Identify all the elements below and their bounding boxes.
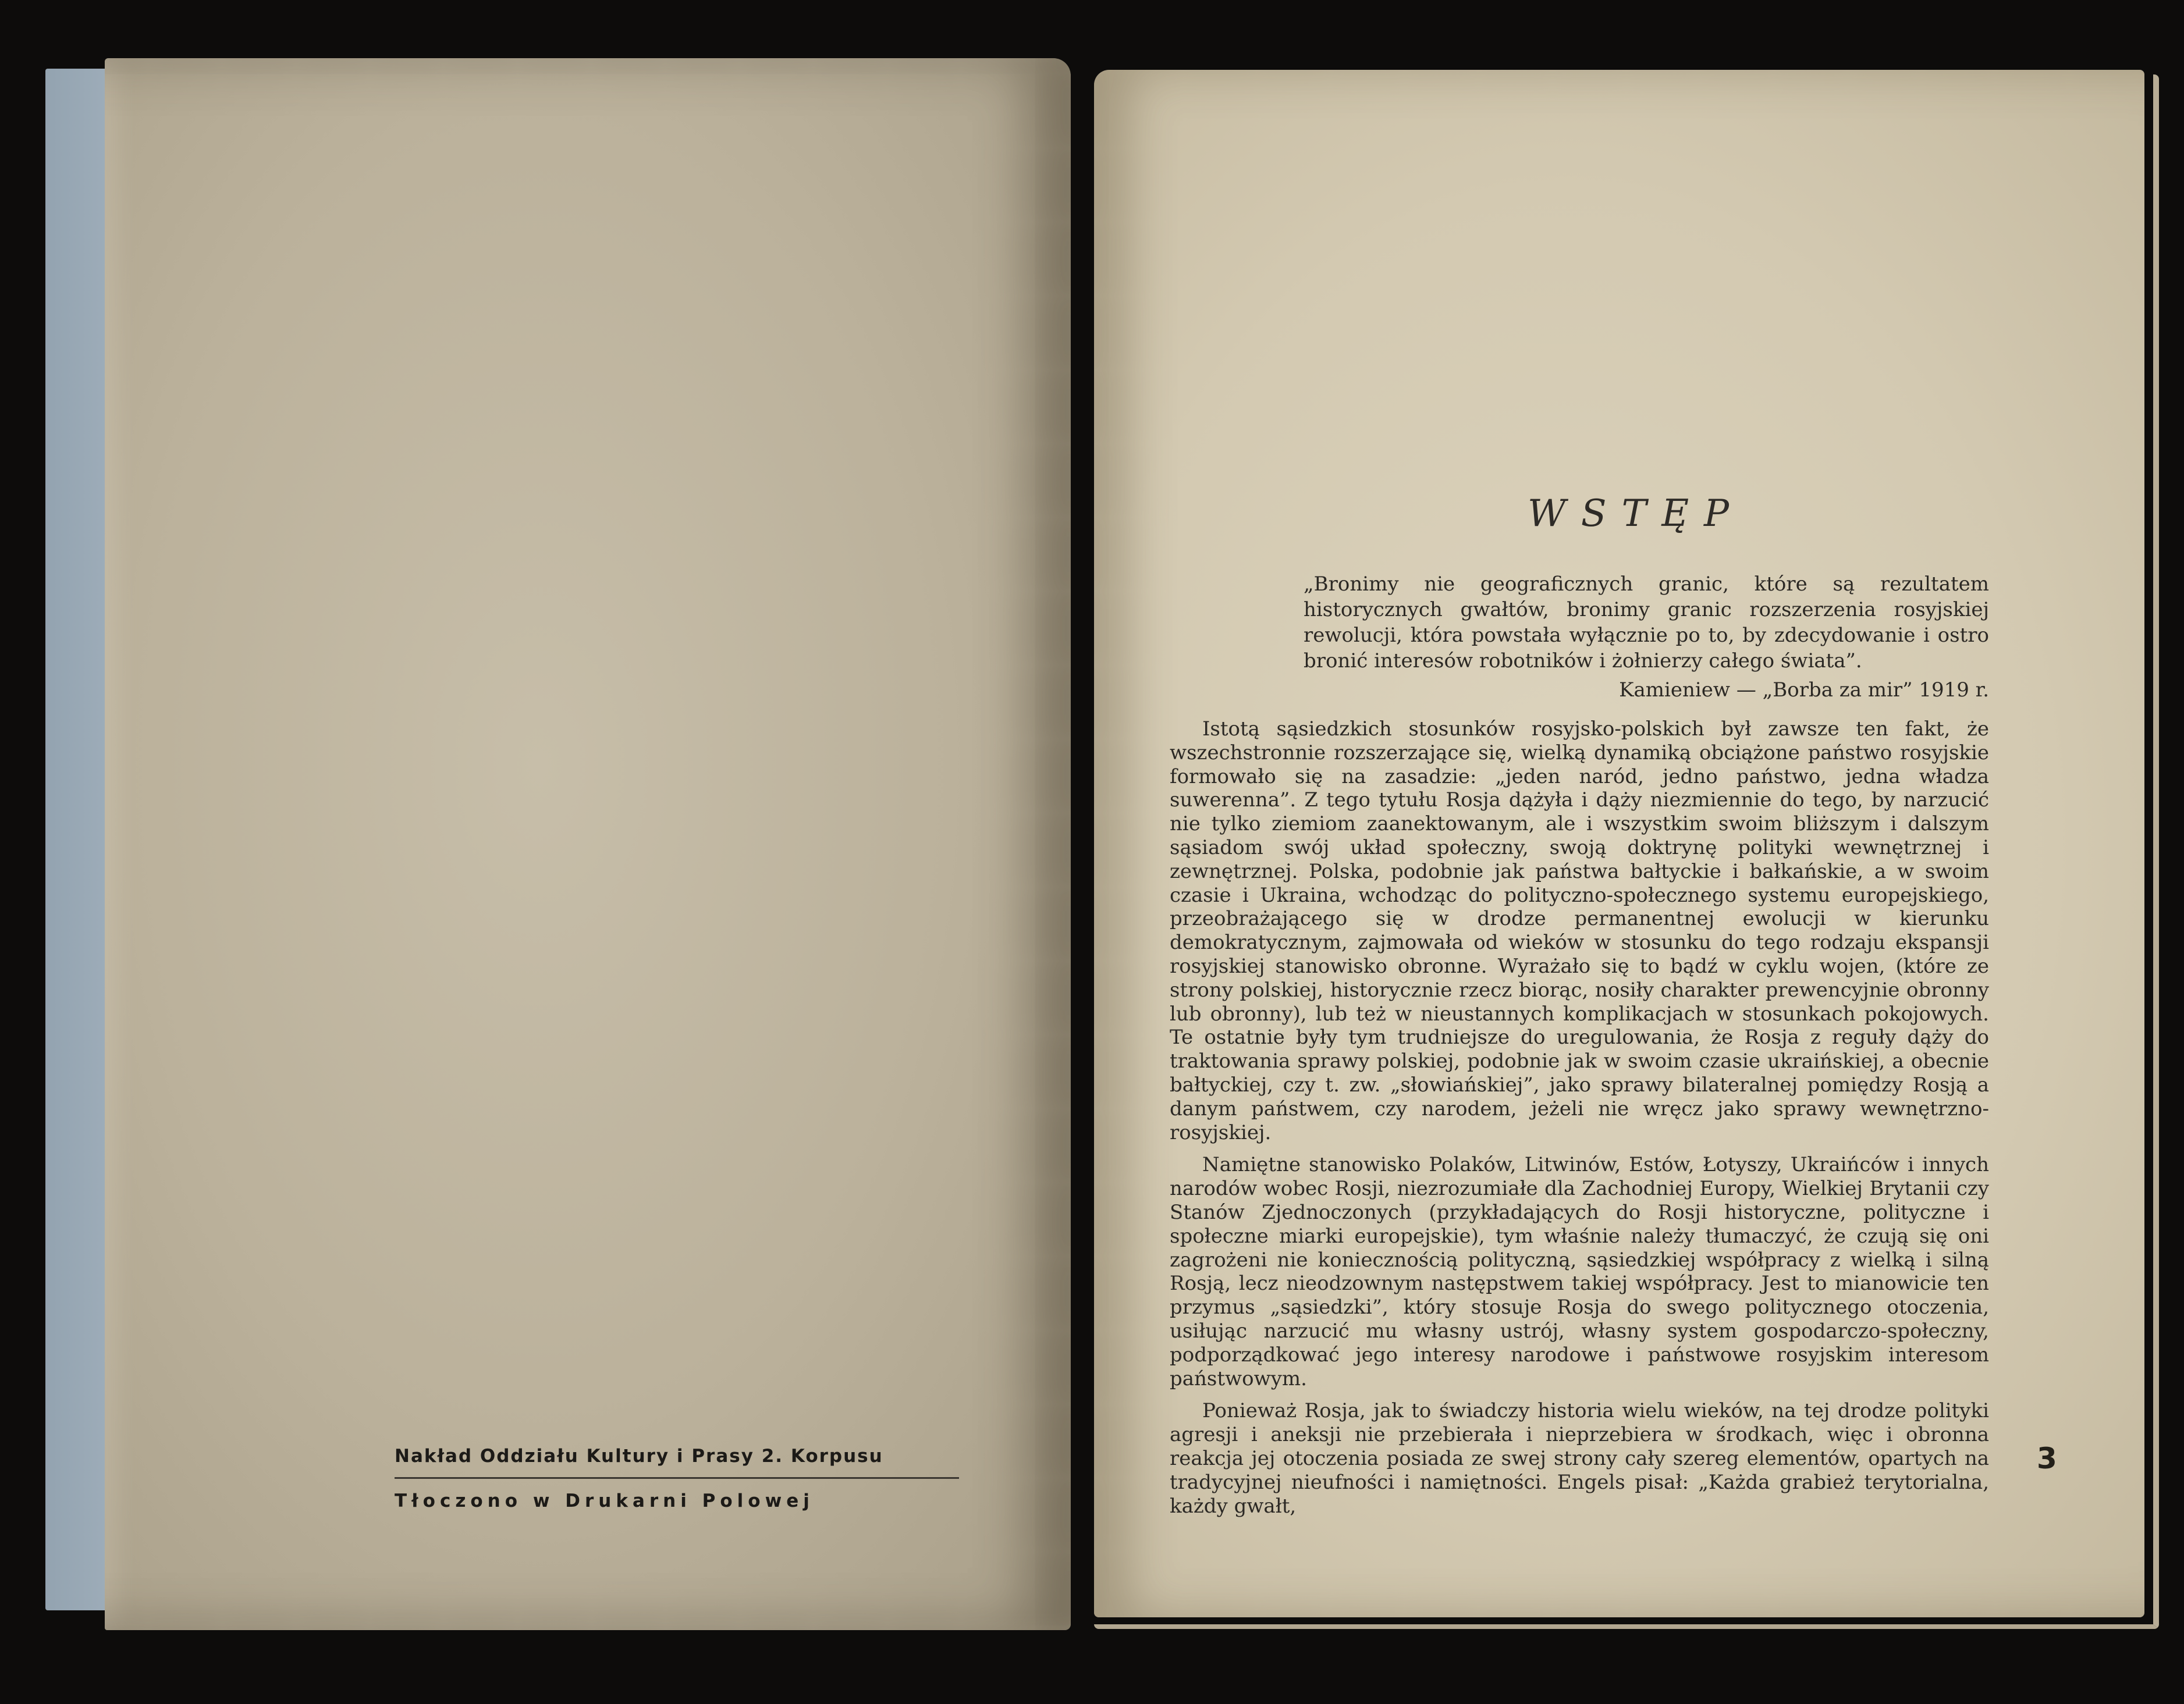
imprint-printer: Tłoczono w Drukarni Polowej [395, 1490, 814, 1511]
paragraph: Namiętne stanowisko Polaków, Litwinów, Estów, Łotyszy, Ukraińców i innych narodów wobec Rosji, niezrozumiałe dla Zachodniej Europy, Wielkiej Brytanii czy Stanów Zjednoczonych (przykładających do Rosji historyczne, polityczne i społeczne miarki europejskie), tym właśnie należy tłumaczyć, że czują się oni zagrożeni nie koniecznością polityczną, sąsiedzkiej współpracy z wielką i silną Rosją, lecz nieodzownym następstwem takiej współpracy. Jest to mianowicie ten przymus „sąsiedzki”, który stosuje Rosja do swego politycznego otoczenia, usiłując narzucić mu własny ustrój, własny system gospodarczo-społeczny, podporządkować jego interesy narodowe i państwowe rosyjskim interesom państwowym. [1170, 1153, 1989, 1390]
left-page [105, 58, 1071, 1630]
imprint [395, 1446, 965, 1511]
page-number: 3 [2037, 1442, 2057, 1475]
paragraph: Ponieważ Rosja, jak to świadczy historia wielu wieków, na tej drodze polityki agresji i aneksji nie przebierała i nieprzebiera w środkach, więc i obronna reakcja jej otoczenia posiada ze swej strony cały szereg elementów, opartych na tradycyjnej nieufności i namiętności. Engels pisał: „Każda grabież terytorialna, każdy gwałt, [1170, 1399, 1989, 1518]
epigraph-attribution: Kamieniew — „Borba za mir” 1919 r. [1619, 678, 1989, 702]
body-text [1170, 717, 1989, 1527]
epigraph-quote: „Bronimy nie geograficznych granic, które są rezultatem historycznych gwałtów, bronimy granic rozszerzenia rosyjskiej rewolucji, która powstała wyłącznie po to, by zdecydowanie i ostro bronić interesów robotników i żołnierzy całego świata”. [1304, 572, 1989, 673]
right-page [1094, 70, 2144, 1617]
imprint-divider [395, 1477, 959, 1479]
page-heading: WSTĘP [1528, 492, 1745, 535]
imprint-publisher: Nakład Oddziału Kultury i Prasy 2. Korpusu [395, 1446, 883, 1467]
paragraph: Istotą sąsiedzkich stosunków rosyjsko-polskich był zawsze ten fakt, że wszechstronnie rozszerzające się, wielką dynamiką obciążone państwo rosyjskie formowało się na zasadzie: „jeden naród, jedno państwo, jedna władza suwerenna”. Z tego tytułu Rosja dążyła i dąży niezmiennie do tego, by narzucić nie tylko ziemiom zaanektowanym, ale i wszystkim swoim bliższym i dalszym sąsiadom swój układ społeczny, swoją doktrynę polityki wewnętrznej i zewnętrznej. Polska, podobnie jak państwa bałtyckie i bałkańskie, a w swoim czasie i Ukraina, wchodząc do polityczno-społecznego systemu europejskiego, przeobrażającego się w drodze permanentnej ewolucji w kierunku demokratycznym, zajmowała od wieków w stosunku do tego rodzaju ekspansji rosyjskiej stanowisko obronne. Wyrażało się to bądź w cyklu wojen, (które ze strony polskiej, historycznie rzecz biorąc, nosiły charakter prewencyjnie obronny lub obronny), lub też w nieustannych komplikacjach w stosunkach pokojowych. Te ostatnie były tym trudniejsze do uregulowania, że Rosja z reguły dąży do traktowania sprawy polskiej, podobnie jak w swoim czasie ukraińskiej, a obecnie bałtyckiej, czy t. zw. „słowiańskiej”, jako sprawy bilateralnej pomiędzy Rosją a danym państwem, czy narodem, jeżeli nie wręcz jako sprawy wewnętrzno-rosyjskiej. [1170, 717, 1989, 1144]
